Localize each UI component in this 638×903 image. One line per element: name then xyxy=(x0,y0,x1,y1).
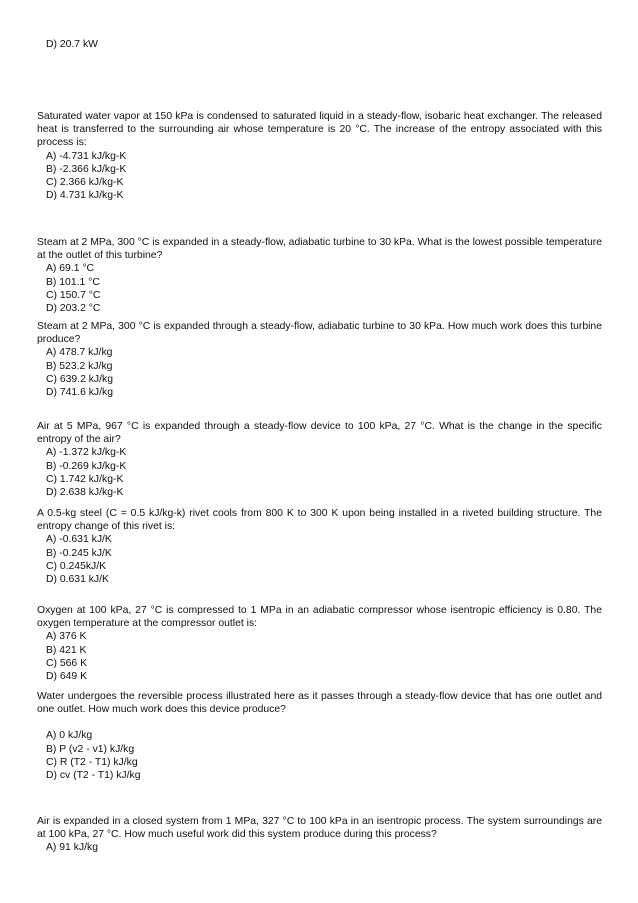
option-b: B) P (v2 - v1) kJ/kg xyxy=(46,743,135,755)
option-a: A) 91 kJ/kg xyxy=(46,842,98,854)
option-a: A) 376 K xyxy=(46,631,87,643)
option-c: C) 150.7 °C xyxy=(46,289,101,301)
option-d: D) 4.731 kJ/kg-K xyxy=(46,190,124,202)
option-list xyxy=(37,630,602,683)
option-c: C) 1.742 kJ/kg-K xyxy=(46,473,124,485)
option-b: B) -0.269 kJ/kg-K xyxy=(46,460,127,472)
option-b: B) 421 K xyxy=(46,644,87,656)
question-text: Oxygen at 100 kPa, 27 °C is compressed to 1 MPa in an adiabatic compressor whose isentropic efficiency is 0.80. The oxygen temperature at the compressor outlet is: xyxy=(37,605,602,630)
question-text: Air at 5 MPa, 967 °C is expanded through a steady-flow device to 100 kPa, 27 °C. What is the change in the specific entropy of the air? xyxy=(37,421,602,446)
option-d: D) cv (T2 - T1) kJ/kg xyxy=(46,770,141,782)
question-text: Saturated water vapor at 150 kPa is condensed to saturated liquid in a steady-flow, isobaric heat exchanger. The released heat is transferred to the surrounding air whose temperature is 20 °C. The increase of the entropy associated with this process is: xyxy=(37,111,602,149)
option-c: C) 2.366 kJ/kg-K xyxy=(46,177,124,189)
orphan-option xyxy=(37,38,602,51)
question-4 xyxy=(37,420,602,499)
option-b: B) -0.245 kJ/K xyxy=(46,547,112,559)
option-d: D) 2.638 kJ/kg-K xyxy=(46,487,124,499)
option-a: A) 69.1 °C xyxy=(46,263,95,275)
question-8 xyxy=(37,815,602,855)
option-d: D) 649 K xyxy=(46,671,88,683)
option-list xyxy=(37,38,602,51)
option-list xyxy=(37,150,602,203)
question-6 xyxy=(37,604,602,683)
question-2 xyxy=(37,236,602,315)
option-a: A) -0.631 kJ/K xyxy=(46,534,112,546)
question-3 xyxy=(37,320,602,399)
option-b: B) 101.1 °C xyxy=(46,276,100,288)
question-text: Air is expanded in a closed system from 1 MPa, 327 °C to 100 kPa in an isentropic process. The system surroundings are at 100 kPa, 27 °C. How much useful work did this system produce during this process? xyxy=(37,816,602,841)
option-a: A) 0 kJ/kg xyxy=(46,730,93,742)
question-5 xyxy=(37,507,602,586)
question-1 xyxy=(37,110,602,202)
option-d: D) 20.7 kW xyxy=(46,39,98,50)
option-c: C) R (T2 - T1) kJ/kg xyxy=(46,756,138,768)
question-text: Steam at 2 MPa, 300 °C is expanded through a steady-flow, adiabatic turbine to 30 kPa. How much work does this turbine produce? xyxy=(37,321,602,346)
option-list xyxy=(37,346,602,399)
option-d: D) 741.6 kJ/kg xyxy=(46,387,113,399)
question-text: Water undergoes the reversible process illustrated here as it passes through a steady-flow device that has one outlet and one outlet. How much work does this device produce? xyxy=(37,691,602,716)
option-b: B) 523.2 kJ/kg xyxy=(46,360,113,372)
option-b: B) -2.366 kJ/kg-K xyxy=(46,163,127,175)
question-text: A 0.5-kg steel (C = 0.5 kJ/kg-k) rivet cools from 800 K to 300 K upon being installed in a riveted building structure. The entropy change of this rivet is: xyxy=(37,508,602,533)
option-list xyxy=(37,533,602,586)
option-c: C) 639.2 kJ/kg xyxy=(46,373,113,385)
option-a: A) -4.731 kJ/kg-K xyxy=(46,150,127,162)
option-d: D) 203.2 °C xyxy=(46,303,101,315)
option-a: A) -1.372 kJ/kg-K xyxy=(46,447,127,459)
option-list xyxy=(37,841,602,854)
option-list xyxy=(37,446,602,499)
question-7 xyxy=(37,690,602,782)
option-c: C) 0.245kJ/K xyxy=(46,560,107,572)
option-d: D) 0.631 kJ/K xyxy=(46,574,109,586)
option-list xyxy=(37,729,602,782)
option-list xyxy=(37,262,602,315)
question-text: Steam at 2 MPa, 300 °C is expanded in a steady-flow, adiabatic turbine to 30 kPa. What is the lowest possible temperature at the outlet of this turbine? xyxy=(37,237,602,262)
option-a: A) 478.7 kJ/kg xyxy=(46,347,113,359)
option-c: C) 566 K xyxy=(46,657,88,669)
